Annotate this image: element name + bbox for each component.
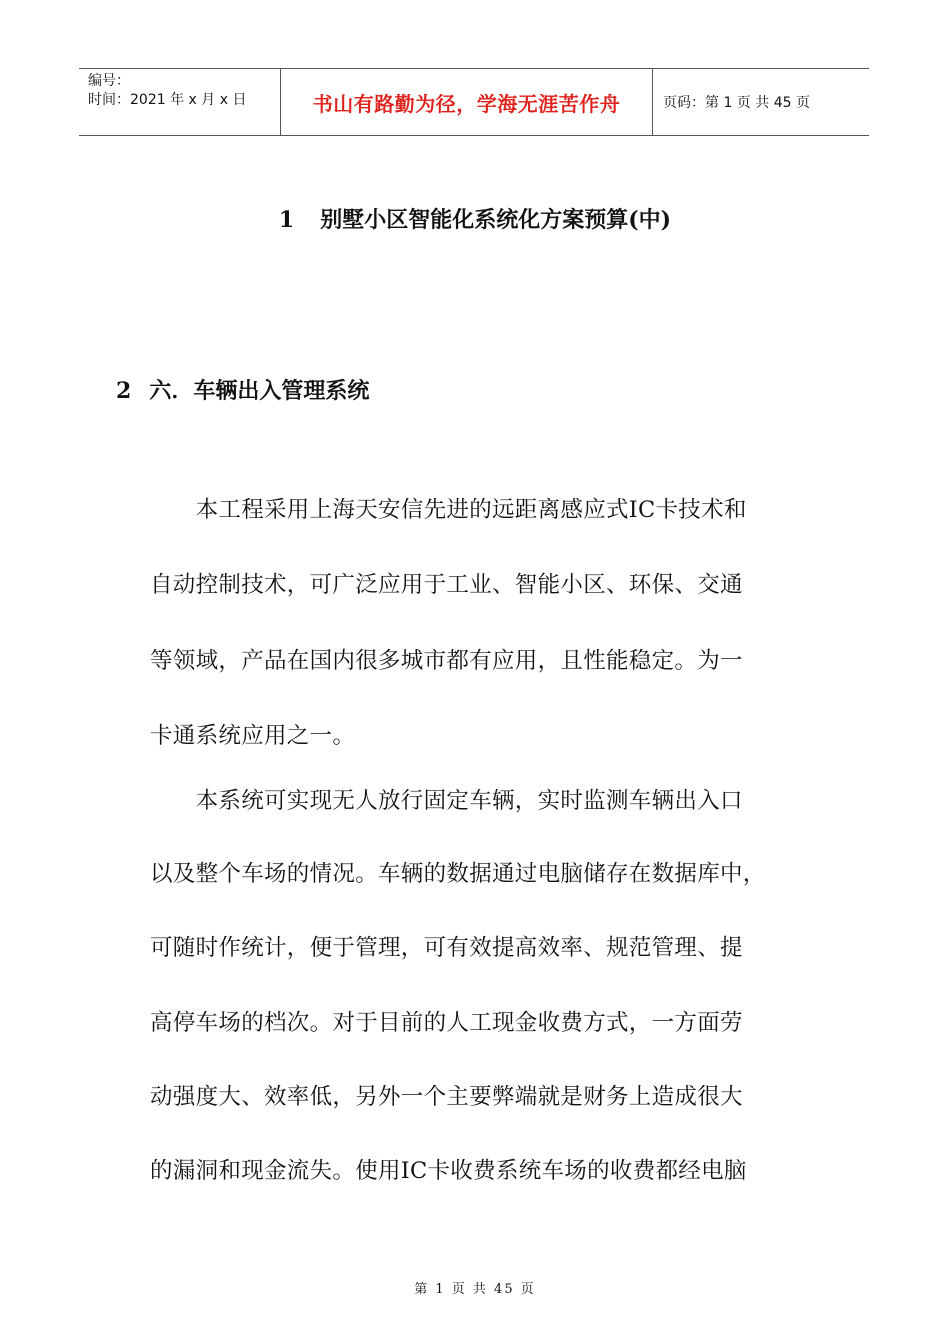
body-line: 动强度大、效率低，另外一个主要弊端就是财务上造成很大 (150, 1084, 743, 1110)
body-line: 高停车场的档次。对于目前的人工现金收费方式，一方面劳 (150, 1010, 743, 1036)
heading-level-2 (116, 373, 369, 409)
body-line: 的漏洞和现金流失。使用IC卡收费系统车场的收费都经电脑 (150, 1158, 747, 1184)
body-line: 等领域，产品在国内很多城市都有应用，且性能稳定。为一 (150, 648, 743, 674)
header-time-label: 时间：2021 年 x 月 x 日 (88, 92, 247, 108)
page-footer: 第 1 页 共 45 页 (414, 1282, 536, 1297)
header-motto: 书山有路勤为径，学海无涯苦作舟 (281, 69, 653, 135)
heading-level-1 (0, 202, 950, 238)
heading-2-number: 2 (116, 378, 132, 404)
heading-1-text: 别墅小区智能化系统化方案预算(中) (320, 207, 672, 233)
body-line: 本工程采用上海天安信先进的远距离感应式IC卡技术和 (150, 497, 747, 523)
header-number-label: 编号： (88, 73, 130, 89)
body-line: 以及整个车场的情况。车辆的数据通过电脑储存在数据库中， (150, 861, 766, 887)
heading-1-number: 1 (278, 207, 295, 233)
body-line: 本系统可实现无人放行固定车辆，实时监测车辆出入口 (150, 788, 743, 814)
heading-2-text: 六．车辆出入管理系统 (149, 378, 370, 404)
header-meta-cell (79, 69, 281, 135)
body-line: 可随时作统计，便于管理，可有效提高效率、规范管理、提 (150, 935, 743, 961)
body-line: 自动控制技术，可广泛应用于工业、智能小区、环保、交通 (150, 572, 743, 598)
body-line: 卡通系统应用之一。 (150, 723, 356, 749)
header-page-info: 页码：第 1 页 共 45 页 (663, 95, 810, 111)
page-header (79, 68, 869, 136)
